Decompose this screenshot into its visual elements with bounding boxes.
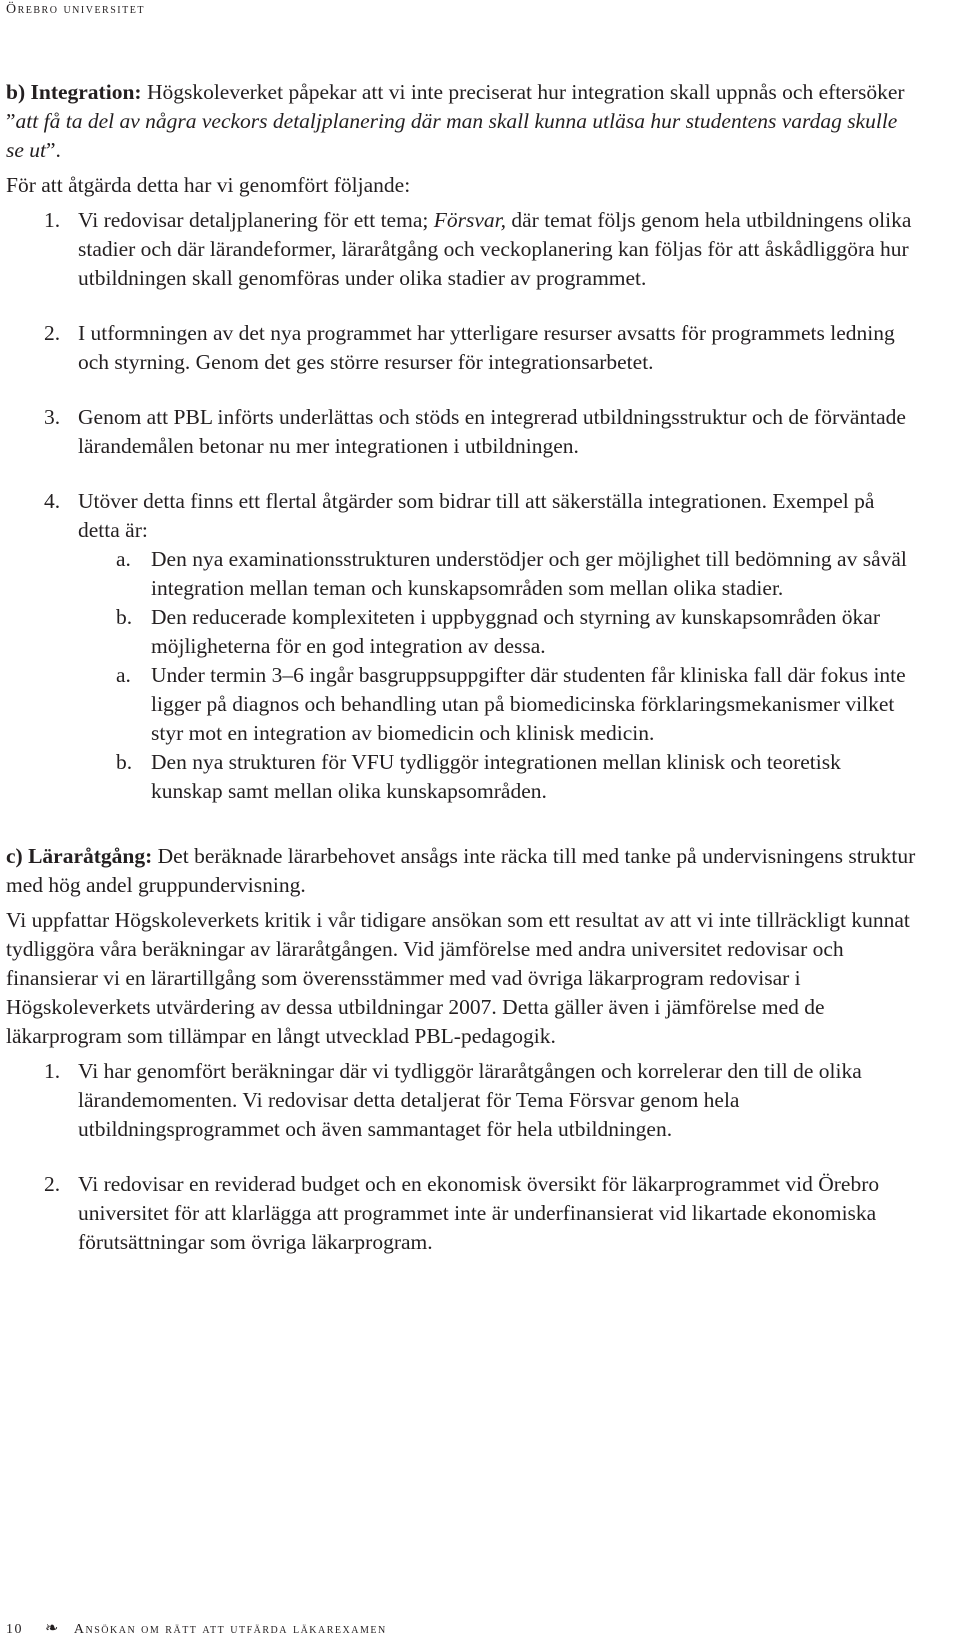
section-c-label: c) Läraråtgång:: [6, 844, 153, 868]
section-b-intro-text: Högskoleverket påpekar att vi inte preciserat hur integration skall uppnås och eftersöker ”: [6, 80, 905, 133]
list-item: [6, 487, 916, 545]
sub-list-item-text: Den reducerade komplexiteten i uppbyggnad och styrning av kunskapsområden ökar möjligheterna för en god integration av dessa.: [151, 605, 880, 658]
list-marker: 4.: [44, 489, 61, 513]
list-item-text: Utöver detta finns ett flertal åtgärder som bidrar till att säkerställa integrationen. Exempel på detta är:: [78, 489, 875, 542]
list-item-emphasis: Försvar,: [433, 208, 506, 232]
sub-list-marker: b.: [116, 750, 133, 774]
sub-list-item-text: Den nya strukturen för VFU tydliggör integrationen mellan klinisk och teoretisk kunskap samt mellan olika kunskapsområden.: [151, 750, 841, 803]
list-item-text: I utformningen av det nya programmet har ytterligare resurser avsatts för programmets ledning och styrning. Genom det ges större resurser för integrationsarbetet.: [78, 321, 895, 374]
footer-title: Ansökan om rätt att utfärda läkarexamen: [73, 1622, 387, 1637]
section-b-intro: [6, 78, 916, 165]
page-content: [6, 78, 916, 1257]
list-item: [6, 1170, 916, 1257]
list-item-text: där temat följs genom hela utbildningens olika stadier och där lärandeformer, läraråtgång och veckoplanering kan följas för att åskådliggöra hur utbildningen skall genomföras under olika stadier av programmet.: [78, 208, 912, 290]
list-marker: 1.: [44, 208, 61, 232]
list-item-text: Genom att PBL införts underlättas och stöds en integrerad utbildningsstruktur och de förväntade lärandemålen betonar nu mer integrationen i utbildningen.: [78, 405, 906, 458]
sub-list-item: [6, 661, 916, 748]
list-item: [6, 403, 916, 461]
sub-list-marker: a.: [116, 663, 131, 687]
list-marker: 3.: [44, 405, 61, 429]
section-c-paragraph: Vi uppfattar Högskoleverkets kritik i vår tidigare ansökan som ett resultat av att vi inte tillräckligt kunnat tydliggöra våra beräkningar av läraråtgången. Vid jämförelse med andra universitet redovisar och finansierar vi en lärartillgång som överensstämmer med vad övriga läkarprogram redovisar i Högskoleverkets utvärdering av dessa utbildningar 2007. Detta gäller även i jämförelse med de läkarprogram som tillämpar en långt utvecklad PBL-pedagogik.: [6, 908, 910, 1048]
list-item: [6, 319, 916, 377]
list-marker: 2.: [44, 1172, 61, 1196]
section-c-intro-text: Det beräknade lärarbehovet ansågs inte räcka till med tanke på undervisningens struktur med hög andel gruppundervisning.: [6, 844, 916, 897]
sub-list-item: [6, 748, 916, 806]
sub-list-marker: a.: [116, 547, 131, 571]
running-footer: [6, 1618, 387, 1638]
sub-list-marker: b.: [116, 605, 133, 629]
list-marker: 1.: [44, 1059, 61, 1083]
section-b-actions-intro: För att åtgärda detta har vi genomfört följande:: [6, 173, 411, 197]
list-marker: 2.: [44, 321, 61, 345]
running-header: Örebro universitet: [6, 2, 145, 17]
list-item-text: Vi redovisar en reviderad budget och en ekonomisk översikt för läkarprogrammet vid Örebro universitet för att klarlägga att programmet inte är underfinansierat vid likartade ekonomiska förutsättningar som övriga läkarprogram.: [78, 1172, 880, 1254]
list-item: [6, 206, 916, 293]
section-b-quote-end: ”.: [46, 138, 61, 162]
sub-list-item-text: Den nya examinationsstrukturen understödjer och ger möjlighet till bedömning av såväl integration mellan teman och kunskapsområden som mellan olika stadier.: [151, 547, 907, 600]
list-item-text: Vi redovisar detaljplanering för ett tema;: [78, 208, 434, 232]
sub-list-item-text: Under termin 3–6 ingår basgruppsuppgifter där studenten får kliniska fall där fokus inte ligger på diagnos och behandling utan på biomedicinska förklaringsmekanismer vilket styr mot en integration av biomedicin och klinisk medicin.: [151, 663, 906, 745]
section-c-intro: [6, 842, 916, 900]
list-item-text: Vi har genomfört beräkningar där vi tydliggör läraråtgången och korrelerar den till de olika lärandemomenten. Vi redovisar detta detaljerat för Tema Försvar genom hela utbildningsprogrammet och även sammantaget för hela utbildningen.: [78, 1059, 862, 1141]
fleuron-icon: ❧: [45, 1618, 60, 1637]
section-b-label: b) Integration:: [6, 80, 142, 104]
page-number: 10: [6, 1622, 23, 1637]
list-item: [6, 1057, 916, 1144]
sub-list-item: [6, 603, 916, 661]
sub-list-item: [6, 545, 916, 603]
section-b-quote: att få ta del av några veckors detaljplanering där man skall kunna utläsa hur studentens vardag skulle se ut: [6, 109, 898, 162]
